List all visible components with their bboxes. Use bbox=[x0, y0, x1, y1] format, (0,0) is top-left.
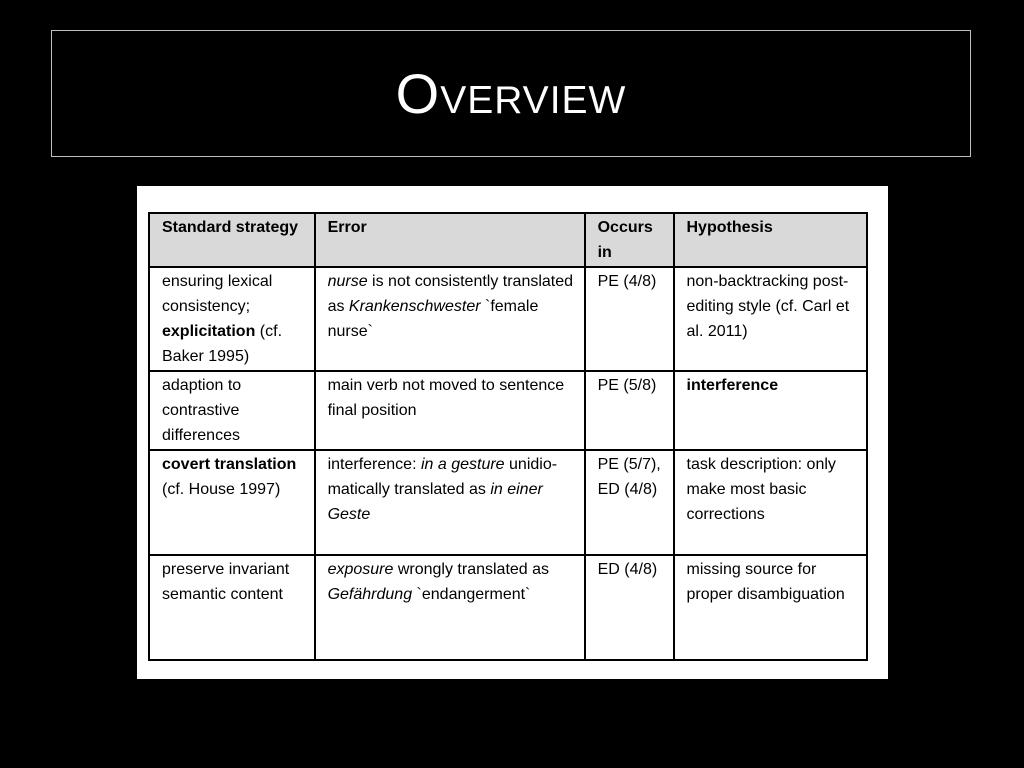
error-gloss: `endangerment` bbox=[412, 586, 531, 603]
overview-table bbox=[148, 212, 868, 661]
cell-hypothesis: task description: only make most basic corrections bbox=[674, 450, 868, 555]
error-text: is not consistently translated as bbox=[327, 273, 574, 315]
strategy-term: explicitation bbox=[162, 323, 256, 340]
strategy-text: ensuring lexical consistency; bbox=[162, 273, 273, 315]
table-panel bbox=[137, 186, 888, 679]
slide-title: Overview bbox=[395, 61, 627, 125]
header-hypothesis: Hypothesis bbox=[674, 213, 868, 267]
table-header-row bbox=[149, 213, 867, 267]
cell-error bbox=[315, 450, 585, 555]
cell-error bbox=[315, 555, 585, 660]
cell-hypothesis: missing source for proper disambiguation bbox=[674, 555, 868, 660]
strategy-term: covert translation bbox=[162, 456, 297, 473]
cell-strategy bbox=[149, 267, 315, 371]
error-source-term: exposure bbox=[327, 561, 394, 578]
cell-error: main verb not moved to sentence final position bbox=[315, 371, 585, 450]
cell-occurs: PE (4/8) bbox=[585, 267, 674, 371]
cell-strategy bbox=[149, 450, 315, 555]
table-row bbox=[149, 267, 867, 371]
cell-hypothesis: non-backtracking post-editing style (cf. Carl et al. 2011) bbox=[674, 267, 868, 371]
header-strategy: Standard strategy bbox=[149, 213, 315, 267]
error-target-term: Krankenschwester bbox=[348, 298, 481, 315]
cell-occurs: PE (5/7), ED (4/8) bbox=[585, 450, 674, 555]
table-row bbox=[149, 450, 867, 555]
cell-occurs: PE (5/8) bbox=[585, 371, 674, 450]
cell-error bbox=[315, 267, 585, 371]
error-target-term: in einer Geste bbox=[327, 481, 543, 523]
error-text: wrongly translated as bbox=[393, 561, 550, 578]
cell-strategy: preserve invariant semantic content bbox=[149, 555, 315, 660]
table-row bbox=[149, 371, 867, 450]
cell-occurs: ED (4/8) bbox=[585, 555, 674, 660]
error-gloss: `female nurse` bbox=[327, 298, 539, 340]
header-error: Error bbox=[315, 213, 585, 267]
error-source-term: nurse bbox=[327, 273, 368, 290]
title-box bbox=[51, 30, 971, 157]
error-target-term: Gefährdung bbox=[327, 586, 413, 603]
cell-hypothesis: interference bbox=[674, 371, 868, 450]
error-source-term: in a gesture bbox=[420, 456, 505, 473]
cell-strategy: adaption to contrastive differences bbox=[149, 371, 315, 450]
table-row bbox=[149, 555, 867, 660]
strategy-citation: (cf. Baker 1995) bbox=[162, 323, 283, 365]
error-text: interference: bbox=[327, 456, 421, 473]
error-text: unidio-matically translated as bbox=[327, 456, 558, 498]
header-occurs: Occurs in bbox=[585, 213, 674, 267]
strategy-citation: (cf. House 1997) bbox=[162, 481, 281, 498]
